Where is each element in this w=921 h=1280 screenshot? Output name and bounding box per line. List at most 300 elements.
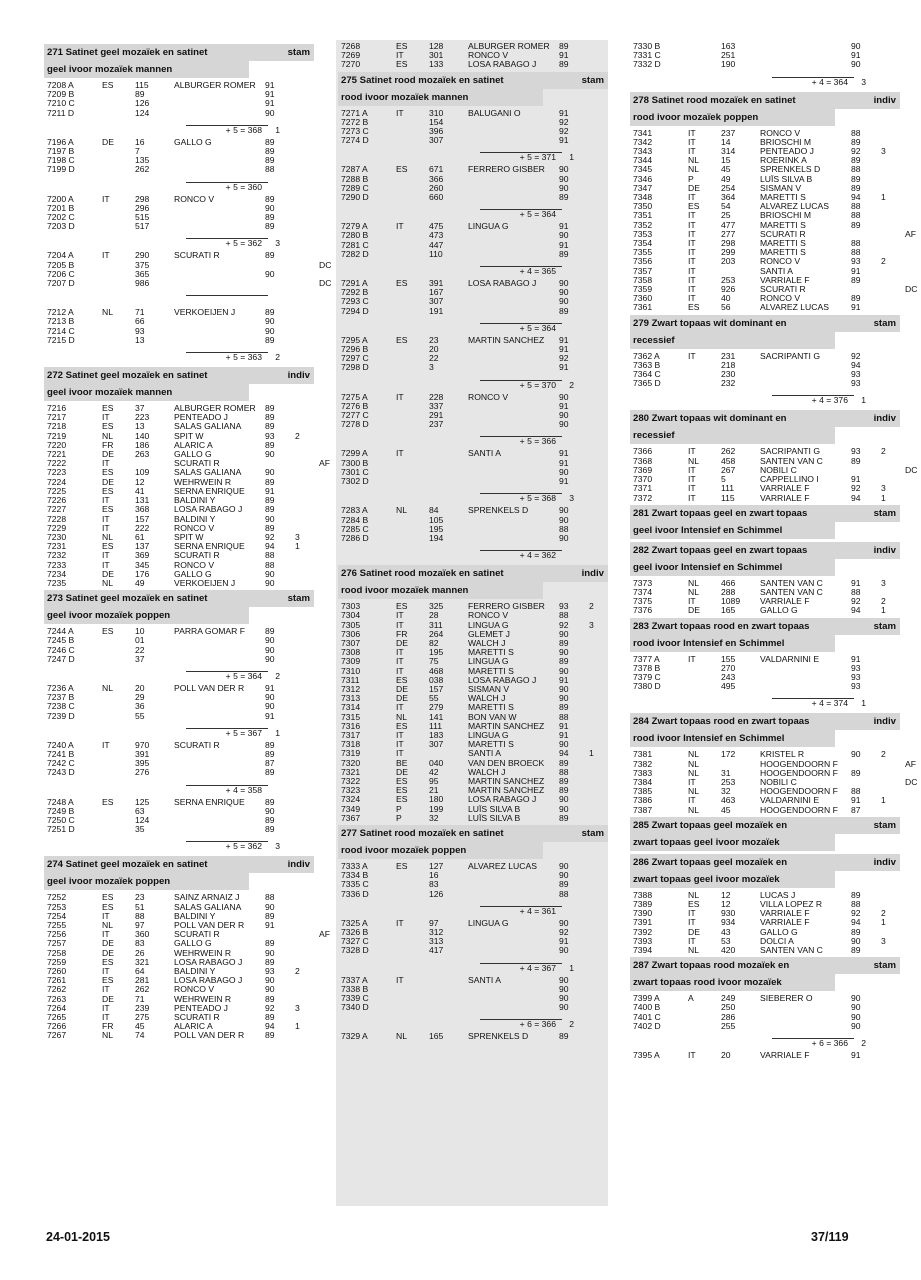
cell-ring-number: 7335 C <box>341 879 369 890</box>
total-rank: 3 <box>569 493 574 504</box>
cell-ring: 35 <box>135 824 145 835</box>
cell-ring: 191 <box>429 305 444 316</box>
cell-breeder-name: GLEMET J <box>468 628 510 639</box>
cell-breeder-name: ALVAREZ LUCAS <box>760 302 829 313</box>
cell-ring: 12 <box>721 898 731 909</box>
cell-country: IT <box>396 391 404 402</box>
cell-points: 91 <box>851 265 861 276</box>
cell-points: 90 <box>559 983 569 994</box>
cell-country <box>396 345 429 354</box>
cell-country: P <box>396 803 402 814</box>
cell-rank: 3 <box>881 146 886 157</box>
entry-row <box>338 307 608 316</box>
cell-breeder-name: SACRIPANTI G <box>760 446 821 457</box>
cell-remark <box>905 211 909 220</box>
cell-points: 88 <box>851 201 861 212</box>
cell-ring-number: 7274 D <box>341 135 369 146</box>
cell-ring: 231 <box>721 350 736 361</box>
cell-points: 90 <box>265 644 275 655</box>
cell-rank: 1 <box>881 192 886 203</box>
team-total <box>338 259 608 279</box>
section-subtitle: geel ivoor mozaïek poppen <box>44 607 249 624</box>
team-total <box>338 486 608 506</box>
section-title-bar <box>630 505 900 522</box>
cell-breeder-name: LOSA RABAGO J <box>174 504 243 515</box>
cell-points: 87 <box>851 804 861 815</box>
cell-ring-number: 7308 <box>341 647 361 658</box>
cell-ring: 930 <box>721 908 736 919</box>
cell-country <box>102 712 135 721</box>
cell-points: 92 <box>851 350 861 361</box>
cell-breeder-name: SCURATI R <box>174 739 220 750</box>
cell-breeder-name: LOSA RABAGO J <box>174 975 243 986</box>
cell-ring: 37 <box>135 653 145 664</box>
section-subtitle: rood ivoor Intensief en Schimmel <box>630 635 835 652</box>
cell-country: DE <box>102 993 114 1004</box>
cell-ring: 262 <box>721 446 736 457</box>
total-rank: 2 <box>569 379 574 390</box>
cell-ring-number: 7369 <box>633 464 653 475</box>
cell-points: 88 <box>851 586 861 597</box>
section-title-bar <box>630 817 900 834</box>
cell-breeder-name: SANTI A <box>468 748 501 759</box>
section-header <box>338 825 608 859</box>
cell-country: ES <box>396 59 408 70</box>
cell-points: 94 <box>851 605 861 616</box>
cell-remark <box>319 958 323 967</box>
section-title-bar <box>630 315 900 332</box>
total-rank: 1 <box>275 124 280 135</box>
cell-rank <box>589 241 613 250</box>
cell-remark <box>613 109 617 118</box>
cell-breeder-name <box>760 361 851 370</box>
cell-points: 93 <box>851 662 861 673</box>
total-text: + 6 = 366 <box>519 1019 556 1030</box>
column-right <box>630 41 918 1060</box>
cell-remark <box>613 184 617 193</box>
cell-ring-number: 7247 D <box>47 653 75 664</box>
cell-country: NL <box>102 430 113 441</box>
entry-row <box>44 712 314 721</box>
cell-country <box>688 370 721 379</box>
cell-remark <box>905 447 909 456</box>
cell-rank <box>881 361 905 370</box>
section-tag: stam <box>581 74 604 86</box>
cell-breeder-name <box>468 193 559 202</box>
footer-date: 24-01-2015 <box>46 1230 110 1244</box>
cell-remark <box>319 912 323 921</box>
cell-country: ES <box>688 201 700 212</box>
cell-ring-number: 7254 <box>47 910 67 921</box>
cell-remark <box>905 806 909 815</box>
cell-ring-number: 7357 <box>633 265 653 276</box>
team-total <box>44 175 314 195</box>
cell-points: 89 <box>851 136 861 147</box>
cell-rank <box>295 561 319 570</box>
cell-ring-number: 7272 B <box>341 116 369 127</box>
cell-ring-number: 7395 A <box>633 1049 660 1060</box>
cell-points: 89 <box>265 495 275 506</box>
cell-country: IT <box>688 492 696 503</box>
cell-remark <box>905 239 909 248</box>
cell-remark <box>613 459 617 468</box>
cell-country: IT <box>102 193 110 204</box>
cell-ring: 45 <box>135 1021 145 1032</box>
cell-ring: 3 <box>429 362 434 373</box>
cell-remark <box>613 165 617 174</box>
cell-ring: 22 <box>135 644 145 655</box>
cell-remark <box>613 241 617 250</box>
cell-ring: 12 <box>721 889 731 900</box>
cell-breeder-name <box>468 985 559 994</box>
cell-rank <box>589 814 613 823</box>
cell-rank <box>881 129 905 138</box>
cell-ring: 926 <box>721 284 736 295</box>
cell-breeder-name <box>174 165 265 174</box>
cell-points: 88 <box>559 711 569 722</box>
cell-points: 91 <box>851 50 861 61</box>
cell-ring-number: 7311 <box>341 674 360 685</box>
cell-points: 90 <box>265 701 275 712</box>
cell-ring-number: 7209 B <box>47 89 75 100</box>
cell-points: 87 <box>265 758 275 769</box>
cell-ring-number: 7229 <box>47 522 67 533</box>
cell-ring-number: 7224 <box>47 476 67 487</box>
cell-points: 88 <box>851 238 861 249</box>
cell-remark <box>613 937 617 946</box>
cell-breeder-name <box>468 307 559 316</box>
cell-breeder-name: LOSA RABAGO J <box>174 956 243 967</box>
entry-row <box>338 946 608 955</box>
entry-row <box>44 109 314 118</box>
cell-rank <box>295 204 319 213</box>
cell-remark <box>319 939 323 948</box>
cell-remark <box>319 825 323 834</box>
cell-breeder-name <box>468 297 559 306</box>
cell-ring-number: 7212 A <box>47 307 74 318</box>
section-header <box>630 315 900 349</box>
cell-country: IT <box>102 522 110 533</box>
cell-ring-number: 7346 <box>633 173 653 184</box>
cell-rank: 2 <box>881 596 886 607</box>
cell-ring-number: 7386 <box>633 795 653 806</box>
cell-ring-number: 7276 B <box>341 400 369 411</box>
cell-points: 89 <box>265 476 275 487</box>
cell-points: 90 <box>559 182 569 193</box>
cell-ring-number: 7267 <box>47 1030 67 1041</box>
cell-country <box>396 516 429 525</box>
cell-ring-number: 7263 <box>47 993 67 1004</box>
cell-ring-number: 7299 A <box>341 448 368 459</box>
cell-ring-number: 7273 C <box>341 126 369 137</box>
cell-remark <box>613 768 617 777</box>
cell-breeder-name <box>174 646 265 655</box>
cell-ring: 31 <box>721 767 731 778</box>
cell-ring <box>429 477 468 486</box>
cell-points: 90 <box>265 635 275 646</box>
cell-points: 90 <box>559 739 569 750</box>
cell-rank <box>295 459 319 468</box>
cell-rank <box>295 655 319 664</box>
cell-country: IT <box>688 474 696 485</box>
cell-rank <box>589 279 613 288</box>
total-rank: 2 <box>275 352 280 363</box>
cell-ring-number: 7380 D <box>633 681 661 692</box>
cell-points: 89 <box>265 824 275 835</box>
cell-remark <box>905 193 909 202</box>
cell-ring-number: 7304 <box>341 610 361 621</box>
cell-ring: 228 <box>429 391 444 402</box>
cell-country: DE <box>396 637 408 648</box>
cell-ring-number: 7382 <box>633 758 653 769</box>
cell-rank <box>881 42 905 51</box>
cell-ring-number: 7234 <box>47 568 67 579</box>
total-text: + 5 = 362 <box>225 841 262 852</box>
cell-country <box>396 288 429 297</box>
cell-breeder-name: LUCAS J <box>760 889 796 900</box>
cell-ring-number: 7374 <box>633 586 653 597</box>
cell-country <box>102 90 135 99</box>
cell-ring-number: 7211 D <box>47 107 75 118</box>
cell-rank <box>881 466 905 475</box>
entry-row <box>630 946 900 955</box>
cell-rank <box>589 805 613 814</box>
total-text: + 5 = 370 <box>519 379 556 390</box>
cell-points: 90 <box>265 316 275 327</box>
cell-points: 89 <box>559 785 569 796</box>
section-title: 281 Zwart topaas geel en zwart topaas <box>633 507 808 519</box>
cell-ring-number: 7306 <box>341 628 361 639</box>
cell-rank <box>295 251 319 260</box>
cell-points: 93 <box>851 256 861 267</box>
cell-country: ES <box>102 403 114 414</box>
cell-ring: 133 <box>429 59 444 70</box>
section-subtitle: geel ivoor mozaïek mannen <box>44 384 249 401</box>
cell-remark <box>319 976 323 985</box>
cell-breeder-name: NOBILI C <box>760 464 797 475</box>
entry-row <box>338 136 608 145</box>
cell-remark: AF <box>319 929 330 940</box>
cell-breeder-name: VARRIALE F <box>760 917 810 928</box>
team-total <box>630 1031 900 1051</box>
cell-ring-number: 7307 <box>341 637 361 648</box>
cell-breeder-name: WEHRWEIN R <box>174 947 232 958</box>
cell-ring-number: 7310 <box>341 665 361 676</box>
cell-ring-number: 7314 <box>341 702 361 713</box>
cell-ring: 55 <box>429 693 439 704</box>
cell-breeder-name: SPRENKELS D <box>468 505 529 516</box>
cell-points: 88 <box>559 888 569 899</box>
cell-points: 88 <box>265 550 275 561</box>
cell-ring: 61 <box>135 531 145 542</box>
cell-points: 90 <box>265 901 275 912</box>
cell-breeder-name <box>468 890 559 899</box>
cell-points: 89 <box>265 910 275 921</box>
cell-rank <box>589 42 613 51</box>
entry-row <box>630 1051 900 1060</box>
cell-remark <box>319 138 323 147</box>
cell-country: ES <box>102 626 114 637</box>
cell-points: 91 <box>559 344 569 355</box>
cell-breeder-name: SANTEN VAN C <box>760 455 823 466</box>
cell-points: 89 <box>265 307 275 318</box>
cell-points: 91 <box>265 89 275 100</box>
cell-remark <box>613 880 617 889</box>
cell-country: NL <box>688 944 699 955</box>
cell-ring: 263 <box>135 449 150 460</box>
cell-ring-number: 7384 <box>633 776 653 787</box>
cell-ring: 127 <box>429 860 444 871</box>
cell-ring: 88 <box>135 910 145 921</box>
cell-remark <box>905 1003 909 1012</box>
cell-points: 88 <box>851 210 861 221</box>
cell-ring: 223 <box>135 412 150 423</box>
section-tag: indiv <box>873 94 896 106</box>
cell-remark <box>319 759 323 768</box>
cell-points: 89 <box>559 305 569 316</box>
cell-remark <box>905 147 909 156</box>
entry-row <box>44 165 314 174</box>
cell-remark <box>613 354 617 363</box>
cell-rank <box>589 336 613 345</box>
cell-ring: 199 <box>429 803 444 814</box>
cell-ring-number: 7319 <box>341 748 361 759</box>
cell-points: 89 <box>265 1012 275 1023</box>
cell-remark <box>319 533 323 542</box>
section-header <box>630 505 900 539</box>
cell-country: IT <box>688 596 696 607</box>
cell-rank <box>589 231 613 240</box>
cell-ring: 275 <box>135 1012 150 1023</box>
team-total <box>338 1012 608 1032</box>
cell-ring-number: 7358 <box>633 274 653 285</box>
cell-remark <box>613 420 617 429</box>
cell-ring: 299 <box>721 247 736 258</box>
entry-row <box>630 606 900 615</box>
cell-ring-number: 7332 D <box>633 59 661 70</box>
cell-rank <box>295 816 319 825</box>
cell-points: 89 <box>265 439 275 450</box>
cell-ring: 180 <box>429 794 444 805</box>
cell-breeder-name: SALAS GALIANA <box>174 421 242 432</box>
cell-ring: 040 <box>429 757 444 768</box>
cell-ring: 321 <box>135 956 150 967</box>
cell-rank: 2 <box>881 256 886 267</box>
total-rank: 3 <box>861 76 866 87</box>
cell-breeder-name <box>468 994 559 1003</box>
entry-row <box>338 814 608 823</box>
cell-breeder-name <box>468 250 559 259</box>
cell-rank: 2 <box>589 601 594 612</box>
cell-ring-number: 7383 <box>633 767 653 778</box>
cell-ring-number: 7317 <box>341 729 361 740</box>
cell-rank <box>881 946 905 955</box>
cell-ring: 391 <box>135 748 150 759</box>
cell-breeder-name: LUÏS SILVA B <box>760 173 813 184</box>
cell-ring-number: 7200 A <box>47 193 74 204</box>
cell-country <box>396 363 429 372</box>
cell-remark <box>613 740 617 749</box>
cell-breeder-name: SIEBERER O <box>760 993 813 1004</box>
cell-ring-number: 7305 <box>341 619 361 630</box>
cell-country: IT <box>688 247 696 258</box>
cell-ring: 20 <box>135 682 145 693</box>
cell-remark <box>319 798 323 807</box>
cell-breeder-name: VALDARNINI E <box>760 653 820 664</box>
cell-rank <box>295 90 319 99</box>
cell-ring-number: 7286 D <box>341 532 369 543</box>
cell-rank <box>295 750 319 759</box>
cell-ring: 126 <box>429 888 444 899</box>
cell-rank <box>295 1031 319 1040</box>
cell-country: NL <box>688 889 699 900</box>
total-text: + 4 = 364 <box>811 76 848 87</box>
cell-remark <box>319 524 323 533</box>
cell-country <box>102 147 135 156</box>
section-tag: stam <box>287 47 310 58</box>
cell-remark <box>905 796 909 805</box>
section-header <box>630 854 900 888</box>
cell-remark: DC <box>905 284 918 295</box>
cell-points: 91 <box>265 710 275 721</box>
cell-remark <box>319 505 323 514</box>
cell-country: IT <box>102 513 110 524</box>
section-title: 278 Satinet rood mozaïek en satinet <box>633 94 796 106</box>
cell-country: IT <box>102 739 110 750</box>
cell-rank <box>295 413 319 422</box>
cell-points: 93 <box>265 430 275 441</box>
cell-ring-number: 7320 <box>341 757 361 768</box>
cell-rank <box>589 449 613 458</box>
cell-ring: 337 <box>429 400 444 411</box>
cell-remark <box>613 136 617 145</box>
section-header <box>630 713 900 747</box>
cell-remark <box>319 768 323 777</box>
section-title: 274 Satinet geel mozaïek en satinet <box>47 859 208 871</box>
cell-remark <box>613 777 617 786</box>
footer-page-number: 37/119 <box>811 1230 849 1244</box>
cell-remark <box>613 694 617 703</box>
cell-remark <box>613 393 617 402</box>
cell-breeder-name <box>468 525 559 534</box>
section-tag: stam <box>287 593 310 605</box>
cell-remark <box>905 156 909 165</box>
cell-ring-number: 7285 C <box>341 523 369 534</box>
cell-ring-number: 7262 <box>47 984 67 995</box>
cell-remark <box>905 597 909 606</box>
total-text: + 5 = 371 <box>519 152 556 163</box>
cell-points: 89 <box>559 812 569 823</box>
cell-ring-number: 7252 <box>47 892 67 903</box>
cell-ring-number: 7251 D <box>47 824 75 835</box>
cell-breeder-name: FERRERO GISBER <box>468 164 545 175</box>
cell-breeder-name: MARETTI S <box>760 247 806 258</box>
cell-remark <box>319 156 323 165</box>
cell-ring-number: 7221 <box>47 449 67 460</box>
cell-rank: 1 <box>881 795 886 806</box>
total-text: + 4 = 367 <box>519 962 556 973</box>
cell-country <box>102 655 135 664</box>
cell-breeder-name: SERNA ENRIQUE <box>174 541 245 552</box>
cell-ring: 364 <box>721 192 736 203</box>
cell-points: 94 <box>851 492 861 503</box>
entry-row <box>338 420 608 429</box>
cell-points: 91 <box>559 400 569 411</box>
cell-breeder-name: MARETTI S <box>468 739 514 750</box>
cell-ring: 417 <box>429 945 444 956</box>
team-total <box>44 231 314 251</box>
cell-remark <box>613 946 617 955</box>
